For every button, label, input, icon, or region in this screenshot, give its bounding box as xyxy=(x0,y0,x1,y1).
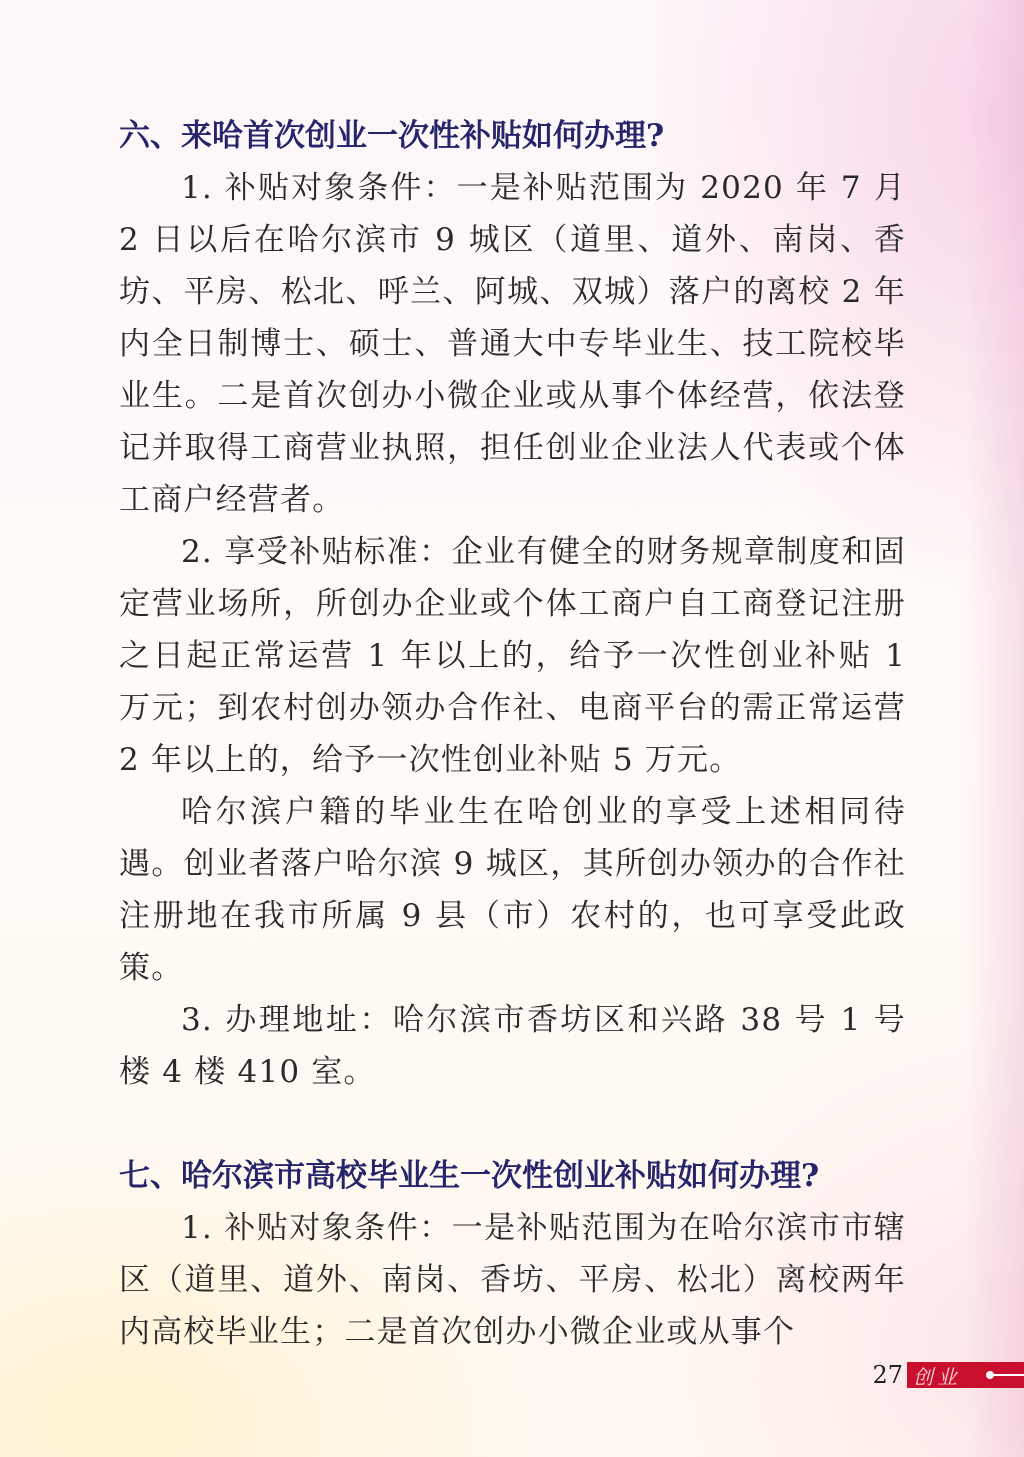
section-6-heading: 六、来哈首次创业一次性补贴如何办理? xyxy=(119,118,665,154)
brand-line-icon xyxy=(994,1374,1024,1376)
section-spacer xyxy=(119,1098,906,1150)
section-6-paragraph-1: 1. 补贴对象条件：一是补贴范围为 2020 年 7 月 2 日以后在哈尔滨市 9 城区（道里、道外、南岗、香坊、平房、松北、呼兰、阿城、双城）落户的离校 2 年内全日制博士、硕士、普通大中专毕业生、技工院校毕业生。二是首次创办小微企业或从事个体经营，依法登记并取得工商营业执照，担任创业企业法人代表或个体工商户经营者。 xyxy=(119,170,906,518)
section-6-paragraph-3: 哈尔滨户籍的毕业生在哈创业的享受上述相同待遇。创业者落户哈尔滨 9 城区，其所创办领办的合作社注册地在我市所属 9 县（市）农村的，也可享受此政策。 xyxy=(119,794,906,986)
page-number: 27 xyxy=(872,1361,903,1389)
section-7-heading: 七、哈尔滨市高校毕业生一次性创业补贴如何办理? xyxy=(119,1158,820,1194)
section-6-paragraph-4: 3. 办理地址：哈尔滨市香坊区和兴路 38 号 1 号楼 4 楼 410 室。 xyxy=(119,1002,906,1090)
page-footer xyxy=(872,1360,1024,1390)
decorative-side-stripe xyxy=(964,0,1024,1457)
brand-tab xyxy=(907,1362,1024,1388)
brand-text: 创业 xyxy=(913,1364,961,1389)
section-6-paragraph-2: 2. 享受补贴标准：企业有健全的财务规章制度和固定营业场所，所创办企业或个体工商户自工商登记注册之日起正常运营 1 年以上的，给予一次性创业补贴 1 万元；到农村创办领办合作社、电商平台的需正常运营 2 年以上的，给予一次性创业补贴 5 万元。 xyxy=(119,534,906,778)
page-content xyxy=(119,110,906,1358)
brand-dot-icon xyxy=(986,1371,994,1379)
section-7-paragraph-1: 1. 补贴对象条件：一是补贴范围为在哈尔滨市市辖区（道里、道外、南岗、香坊、平房、松北）离校两年内高校毕业生；二是首次创办小微企业或从事个 xyxy=(119,1210,906,1350)
